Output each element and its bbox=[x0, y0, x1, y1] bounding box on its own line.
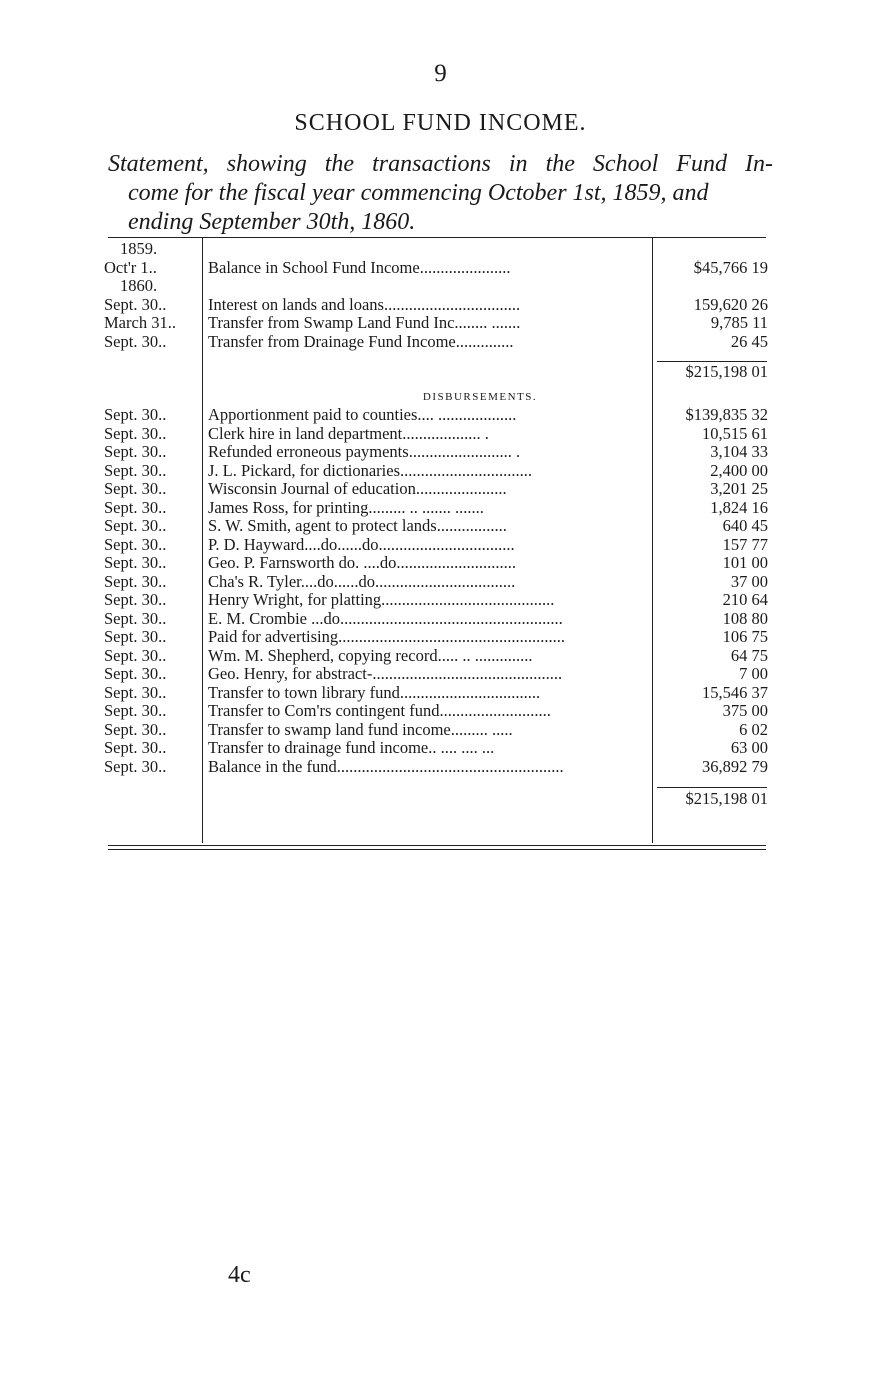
total-rule bbox=[657, 787, 767, 788]
entry-date: Sept. 30.. bbox=[104, 756, 167, 776]
table-row bbox=[104, 610, 768, 629]
table-row bbox=[104, 628, 768, 647]
entry-amount: 106 75 bbox=[722, 627, 768, 646]
entry-description: Transfer to drainage fund income.. .... .... ... bbox=[208, 739, 495, 757]
entry-date: Sept. 30.. bbox=[104, 682, 167, 702]
entry-description: Transfer from Drainage Fund Income.............. bbox=[208, 332, 514, 351]
statement-caption bbox=[108, 150, 773, 237]
receipts-total: $215,198 01 bbox=[685, 362, 768, 381]
receipts-total-row bbox=[104, 363, 768, 382]
entry-amount: 36,892 79 bbox=[702, 756, 768, 776]
entry-date: Sept. 30.. bbox=[104, 664, 167, 683]
entry-description: J. L. Pickard, for dictionaries................................ bbox=[208, 461, 532, 480]
entry-description: Transfer from Swamp Land Fund Inc........ ....... bbox=[208, 314, 521, 332]
entry-description: Wisconsin Journal of education...................... bbox=[208, 480, 507, 498]
entry-description: Balance in School Fund Income...................... bbox=[208, 258, 511, 277]
entry-description: Geo. Henry, for abstract-.............................................. bbox=[208, 665, 563, 683]
signature-mark: 4c bbox=[228, 1262, 251, 1288]
entry-description: Refunded erroneous payments......................... . bbox=[208, 443, 521, 461]
disbursements-heading-row bbox=[104, 388, 768, 407]
entry-date: Sept. 30.. bbox=[104, 571, 167, 591]
table-row bbox=[104, 259, 768, 278]
entry-amount: 1,824 16 bbox=[710, 497, 768, 517]
entry-amount: 6 02 bbox=[739, 719, 768, 739]
entry-description: Wm. M. Shepherd, copying record..... .. .............. bbox=[208, 646, 533, 665]
entry-description: James Ross, for printing......... .. ....... ....... bbox=[208, 498, 484, 517]
statement-line-3: ending September 30th, 1860. bbox=[128, 209, 416, 235]
entry-amount: $139,835 32 bbox=[685, 405, 768, 424]
table-row bbox=[104, 406, 768, 425]
disbursements-total-row bbox=[104, 790, 768, 809]
entry-description: Transfer to Com'rs contingent fund........................... bbox=[208, 702, 551, 720]
table-row bbox=[104, 499, 768, 518]
entry-date: Sept. 30.. bbox=[104, 553, 167, 572]
entry-amount: 9,785 11 bbox=[710, 313, 768, 332]
table-row bbox=[104, 684, 768, 703]
entry-amount: 37 00 bbox=[730, 571, 768, 591]
entry-amount: 101 00 bbox=[722, 553, 768, 572]
entry-amount: 10,515 61 bbox=[702, 423, 768, 443]
entry-date: Sept. 30.. bbox=[104, 423, 167, 443]
entry-amount: 157 77 bbox=[722, 534, 768, 554]
entry-amount: 26 45 bbox=[730, 331, 768, 351]
entry-amount: 3,201 25 bbox=[710, 479, 768, 498]
disbursements-total: $215,198 01 bbox=[685, 789, 768, 808]
statement-line-2: come for the fiscal year commencing October 1st, 1859, and bbox=[128, 180, 709, 206]
table-bottom-rule-inner bbox=[108, 849, 766, 850]
table-row bbox=[104, 296, 768, 315]
table-row bbox=[104, 536, 768, 555]
entry-date: Sept. 30.. bbox=[104, 701, 167, 720]
entry-date: Oct'r 1.. bbox=[104, 257, 157, 277]
entry-date: Sept. 30.. bbox=[104, 442, 167, 461]
entry-date: Sept. 30.. bbox=[104, 479, 167, 498]
table-row bbox=[104, 554, 768, 573]
table-row bbox=[104, 443, 768, 462]
table-row bbox=[104, 517, 768, 536]
ledger-table bbox=[104, 240, 768, 809]
entry-amount: 64 75 bbox=[730, 645, 768, 665]
entry-amount: 2,400 00 bbox=[710, 460, 768, 480]
entry-description: Balance in the fund....................................................... bbox=[208, 757, 564, 776]
entry-description: Paid for advertising....................................................... bbox=[208, 628, 566, 646]
entry-date: Sept. 30.. bbox=[104, 738, 167, 757]
page-number: 9 bbox=[434, 60, 447, 87]
table-row bbox=[104, 721, 768, 740]
table-row bbox=[104, 702, 768, 721]
table-row bbox=[104, 573, 768, 592]
entry-date: Sept. 30.. bbox=[104, 460, 167, 480]
entry-date: Sept. 30.. bbox=[104, 608, 167, 628]
entry-date: Sept. 30.. bbox=[104, 405, 167, 424]
table-row bbox=[104, 425, 768, 444]
entry-date: Sept. 30.. bbox=[104, 331, 167, 351]
entry-description: Henry Wright, for platting.......................................... bbox=[208, 591, 555, 609]
entry-description: E. M. Crombie ...do...................................................... bbox=[208, 609, 563, 628]
entry-amount: 375 00 bbox=[722, 701, 768, 720]
entry-amount: 7 00 bbox=[739, 664, 768, 683]
page-title: SCHOOL FUND INCOME. bbox=[294, 110, 587, 136]
entry-description: Transfer to swamp land fund income......... ..... bbox=[208, 720, 513, 739]
table-row bbox=[104, 314, 768, 333]
entry-description: Geo. P. Farnsworth do. ....do............................. bbox=[208, 554, 516, 572]
entry-description: Interest on lands and loans................................. bbox=[208, 295, 521, 314]
entry-description: Cha's R. Tyler....do......do.................................. bbox=[208, 572, 516, 591]
table-row bbox=[104, 591, 768, 610]
entry-date: Sept. 30.. bbox=[104, 497, 167, 517]
table-row bbox=[104, 333, 768, 352]
entry-amount: 640 45 bbox=[722, 516, 768, 535]
year-label: 1859. bbox=[120, 239, 158, 258]
entry-description: Clerk hire in land department................... . bbox=[208, 424, 489, 443]
entry-date: Sept. 30.. bbox=[104, 516, 167, 535]
table-row bbox=[104, 647, 768, 666]
entry-amount: 63 00 bbox=[730, 738, 768, 757]
year-row bbox=[104, 240, 768, 259]
entry-description: Apportionment paid to counties.... ................... bbox=[208, 406, 517, 424]
table-row bbox=[104, 462, 768, 481]
table-top-rule bbox=[108, 237, 766, 238]
entry-date: Sept. 30.. bbox=[104, 534, 167, 554]
entry-date: March 31.. bbox=[104, 313, 176, 332]
table-row bbox=[104, 665, 768, 684]
entry-amount: 210 64 bbox=[722, 590, 768, 609]
statement-line-1: Statement, showing the transactions in the School Fund In- bbox=[108, 151, 773, 177]
entry-amount: 15,546 37 bbox=[702, 682, 768, 702]
table-row bbox=[104, 480, 768, 499]
table-bottom-rule bbox=[108, 845, 766, 846]
year-label: 1860. bbox=[120, 276, 158, 295]
entry-date: Sept. 30.. bbox=[104, 719, 167, 739]
disbursements-heading: DISBURSEMENTS. bbox=[422, 390, 538, 403]
entry-date: Sept. 30.. bbox=[104, 627, 167, 646]
entry-date: Sept. 30.. bbox=[104, 590, 167, 609]
table-row bbox=[104, 758, 768, 777]
entry-date: Sept. 30.. bbox=[104, 645, 167, 665]
entry-amount: 3,104 33 bbox=[710, 442, 768, 461]
entry-description: S. W. Smith, agent to protect lands................. bbox=[208, 517, 507, 535]
entry-date: Sept. 30.. bbox=[104, 294, 167, 314]
entry-description: Transfer to town library fund.................................. bbox=[208, 683, 541, 702]
entry-amount: $45,766 19 bbox=[693, 257, 768, 277]
entry-amount: 159,620 26 bbox=[693, 294, 768, 314]
year-row bbox=[104, 277, 768, 296]
table-row bbox=[104, 739, 768, 758]
entry-amount: 108 80 bbox=[722, 608, 768, 628]
entry-description: P. D. Hayward....do......do................................. bbox=[208, 535, 515, 554]
